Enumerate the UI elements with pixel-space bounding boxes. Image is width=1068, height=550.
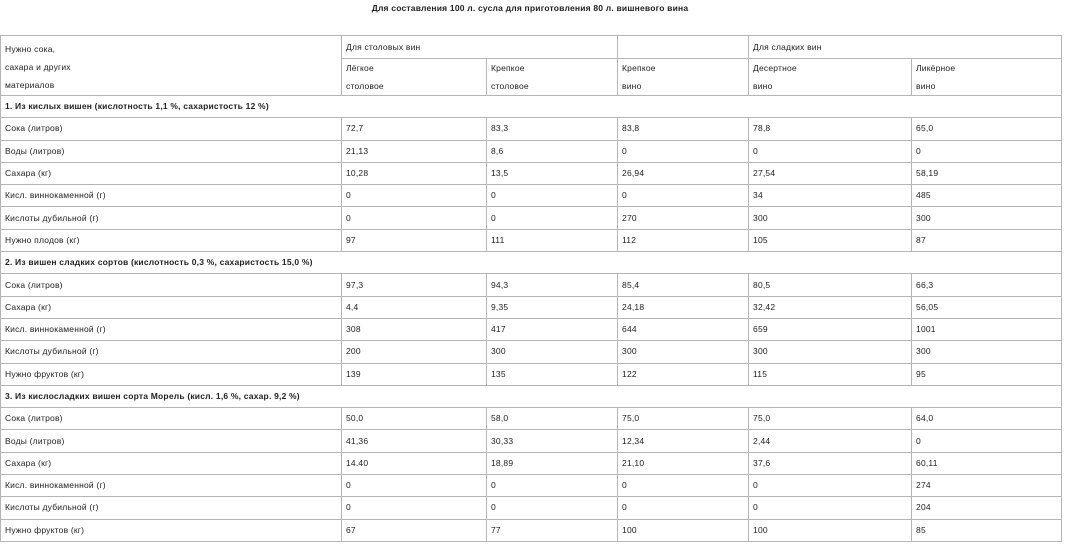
table-cell: 2,44 bbox=[749, 430, 912, 452]
table-cell: 0 bbox=[342, 207, 487, 229]
column-header bbox=[618, 59, 749, 96]
table-cell: 115 bbox=[749, 363, 912, 385]
row-label: Кисл. виннокаменной (г) bbox=[1, 185, 342, 207]
table-cell: 75,0 bbox=[749, 408, 912, 430]
row-label-line-2: сахара и других bbox=[5, 61, 71, 72]
table-cell: 66,3 bbox=[912, 274, 1062, 296]
row-label: Воды (литров) bbox=[1, 140, 342, 162]
table-cell: 0 bbox=[618, 497, 749, 519]
table-cell: 27,54 bbox=[749, 162, 912, 184]
table-cell: 65,0 bbox=[912, 118, 1062, 140]
table-row bbox=[1, 162, 1062, 184]
table-cell: 112 bbox=[618, 229, 749, 251]
row-label: Кислоты дубильной (г) bbox=[1, 341, 342, 363]
row-label: Нужно фруктов (кг) bbox=[1, 363, 342, 385]
table-cell: 139 bbox=[342, 363, 487, 385]
table-cell: 274 bbox=[912, 475, 1062, 497]
table-cell: 12,34 bbox=[618, 430, 749, 452]
table-cell: 13,5 bbox=[487, 162, 618, 184]
table-row bbox=[1, 341, 1062, 363]
row-label: Нужно плодов (кг) bbox=[1, 229, 342, 251]
table-cell: 85,4 bbox=[618, 274, 749, 296]
row-label: Сахара (кг) bbox=[1, 452, 342, 474]
row-label: Кислоты дубильной (г) bbox=[1, 207, 342, 229]
table-cell: 0 bbox=[342, 185, 487, 207]
table-row bbox=[1, 274, 1062, 296]
table-cell: 0 bbox=[749, 140, 912, 162]
table-cell: 80,5 bbox=[749, 274, 912, 296]
table-cell: 21,13 bbox=[342, 140, 487, 162]
table-row bbox=[1, 207, 1062, 229]
page-title: Для составления 100 л. сусла для приготовления 80 л. вишневого вина bbox=[371, 3, 689, 13]
section-header-row bbox=[1, 96, 1062, 118]
row-label-line-3: материалов bbox=[5, 79, 55, 90]
table-cell: 0 bbox=[487, 475, 618, 497]
column-header-line: столовое bbox=[491, 81, 529, 91]
row-label: Кислоты дубильной (г) bbox=[1, 497, 342, 519]
section-header-row bbox=[1, 385, 1062, 407]
table-row bbox=[1, 408, 1062, 430]
column-header-line: Десертное bbox=[753, 63, 797, 73]
table-cell: 58,19 bbox=[912, 162, 1062, 184]
table-cell: 72,7 bbox=[342, 118, 487, 140]
table-row bbox=[1, 452, 1062, 474]
table-row bbox=[1, 475, 1062, 497]
column-header-line: Крепкое bbox=[622, 63, 656, 73]
table-row bbox=[1, 363, 1062, 385]
table-row bbox=[1, 430, 1062, 452]
table-row bbox=[1, 140, 1062, 162]
table-cell: 300 bbox=[749, 207, 912, 229]
table-cell: 200 bbox=[342, 341, 487, 363]
row-label-header bbox=[1, 36, 342, 96]
table-cell: 18,89 bbox=[487, 452, 618, 474]
row-label: Сахара (кг) bbox=[1, 162, 342, 184]
table-cell: 1001 bbox=[912, 318, 1062, 340]
table-cell: 644 bbox=[618, 318, 749, 340]
table-cell: 60,11 bbox=[912, 452, 1062, 474]
table-row bbox=[1, 318, 1062, 340]
table-cell: 111 bbox=[487, 229, 618, 251]
table-cell: 0 bbox=[749, 475, 912, 497]
table-cell: 100 bbox=[749, 519, 912, 541]
table-cell: 105 bbox=[749, 229, 912, 251]
column-header bbox=[749, 59, 912, 96]
row-label: Кисл. виннокаменной (г) bbox=[1, 475, 342, 497]
section-header-row bbox=[1, 252, 1062, 274]
table-cell: 300 bbox=[749, 341, 912, 363]
table-cell: 0 bbox=[912, 430, 1062, 452]
group-header-empty bbox=[618, 36, 749, 59]
row-label: Сока (литров) bbox=[1, 274, 342, 296]
table-row bbox=[1, 185, 1062, 207]
table-cell: 0 bbox=[912, 140, 1062, 162]
table-row bbox=[1, 296, 1062, 318]
table-cell: 0 bbox=[487, 207, 618, 229]
table-cell: 78,8 bbox=[749, 118, 912, 140]
table-cell: 300 bbox=[912, 341, 1062, 363]
section-title: 1. Из кислых вишен (кислотность 1,1 %, сахаристость 12 %) bbox=[1, 96, 1062, 118]
table-cell: 94,3 bbox=[487, 274, 618, 296]
table-cell: 122 bbox=[618, 363, 749, 385]
section-title: 2. Из вишен сладких сортов (кислотность 0,3 %, сахаристость 15,0 %) bbox=[1, 252, 1062, 274]
table-cell: 300 bbox=[618, 341, 749, 363]
table-cell: 485 bbox=[912, 185, 1062, 207]
table-row bbox=[1, 497, 1062, 519]
row-label: Сока (литров) bbox=[1, 408, 342, 430]
row-label: Нужно фруктов (кг) bbox=[1, 519, 342, 541]
table-cell: 97,3 bbox=[342, 274, 487, 296]
table-cell: 10,28 bbox=[342, 162, 487, 184]
table-cell: 0 bbox=[618, 140, 749, 162]
column-header bbox=[342, 59, 487, 96]
column-header-line: вино bbox=[753, 81, 773, 91]
table-cell: 204 bbox=[912, 497, 1062, 519]
table-cell: 95 bbox=[912, 363, 1062, 385]
row-label: Кисл. виннокаменной (г) bbox=[1, 318, 342, 340]
column-header-line: Лёгкое bbox=[346, 63, 374, 73]
group-header-table-wines: Для столовых вин bbox=[342, 36, 618, 59]
table-cell: 24,18 bbox=[618, 296, 749, 318]
table-cell: 4,4 bbox=[342, 296, 487, 318]
column-header-line: Ликёрное bbox=[916, 63, 956, 73]
table-row bbox=[1, 118, 1062, 140]
table-cell: 83,3 bbox=[487, 118, 618, 140]
table-cell: 0 bbox=[487, 497, 618, 519]
table-cell: 50,0 bbox=[342, 408, 487, 430]
row-label: Сахара (кг) bbox=[1, 296, 342, 318]
table-cell: 26,94 bbox=[618, 162, 749, 184]
table-cell: 135 bbox=[487, 363, 618, 385]
table-cell: 14.40 bbox=[342, 452, 487, 474]
column-header-line: столовое bbox=[346, 81, 384, 91]
table-cell: 34 bbox=[749, 185, 912, 207]
table-cell: 21,10 bbox=[618, 452, 749, 474]
table-cell: 100 bbox=[618, 519, 749, 541]
table-row bbox=[1, 519, 1062, 541]
table-cell: 659 bbox=[749, 318, 912, 340]
row-label-line-1: Нужно сока, bbox=[5, 43, 56, 54]
row-label: Воды (литров) bbox=[1, 430, 342, 452]
table-cell: 300 bbox=[912, 207, 1062, 229]
table-cell: 270 bbox=[618, 207, 749, 229]
table-cell: 0 bbox=[618, 185, 749, 207]
column-header-line: вино bbox=[622, 81, 642, 91]
table-cell: 67 bbox=[342, 519, 487, 541]
table-cell: 0 bbox=[749, 497, 912, 519]
table-cell: 64,0 bbox=[912, 408, 1062, 430]
table-cell: 83,8 bbox=[618, 118, 749, 140]
table-cell: 0 bbox=[342, 475, 487, 497]
table-cell: 97 bbox=[342, 229, 487, 251]
table-cell: 75,0 bbox=[618, 408, 749, 430]
table-cell: 0 bbox=[342, 497, 487, 519]
group-header-sweet-wines: Для сладких вин bbox=[749, 36, 1062, 59]
column-header-line: Крепкое bbox=[491, 63, 525, 73]
table-cell: 85 bbox=[912, 519, 1062, 541]
table-cell: 0 bbox=[487, 185, 618, 207]
table-cell: 8,6 bbox=[487, 140, 618, 162]
column-header bbox=[912, 59, 1062, 96]
table-cell: 9,35 bbox=[487, 296, 618, 318]
column-header-line: вино bbox=[916, 81, 936, 91]
table-cell: 77 bbox=[487, 519, 618, 541]
table-cell: 308 bbox=[342, 318, 487, 340]
table-cell: 37,6 bbox=[749, 452, 912, 474]
wine-must-table bbox=[0, 35, 1062, 542]
table-cell: 87 bbox=[912, 229, 1062, 251]
table-cell: 41,36 bbox=[342, 430, 487, 452]
section-title: 3. Из кислосладких вишен сорта Морель (кисл. 1,6 %, сахар. 9,2 %) bbox=[1, 385, 1062, 407]
table-cell: 58,0 bbox=[487, 408, 618, 430]
table-cell: 300 bbox=[487, 341, 618, 363]
table-cell: 0 bbox=[618, 475, 749, 497]
table-cell: 30,33 bbox=[487, 430, 618, 452]
table-row bbox=[1, 229, 1062, 251]
table-cell: 56,05 bbox=[912, 296, 1062, 318]
table-cell: 417 bbox=[487, 318, 618, 340]
row-label: Сока (литров) bbox=[1, 118, 342, 140]
column-header bbox=[487, 59, 618, 96]
table-cell: 32,42 bbox=[749, 296, 912, 318]
